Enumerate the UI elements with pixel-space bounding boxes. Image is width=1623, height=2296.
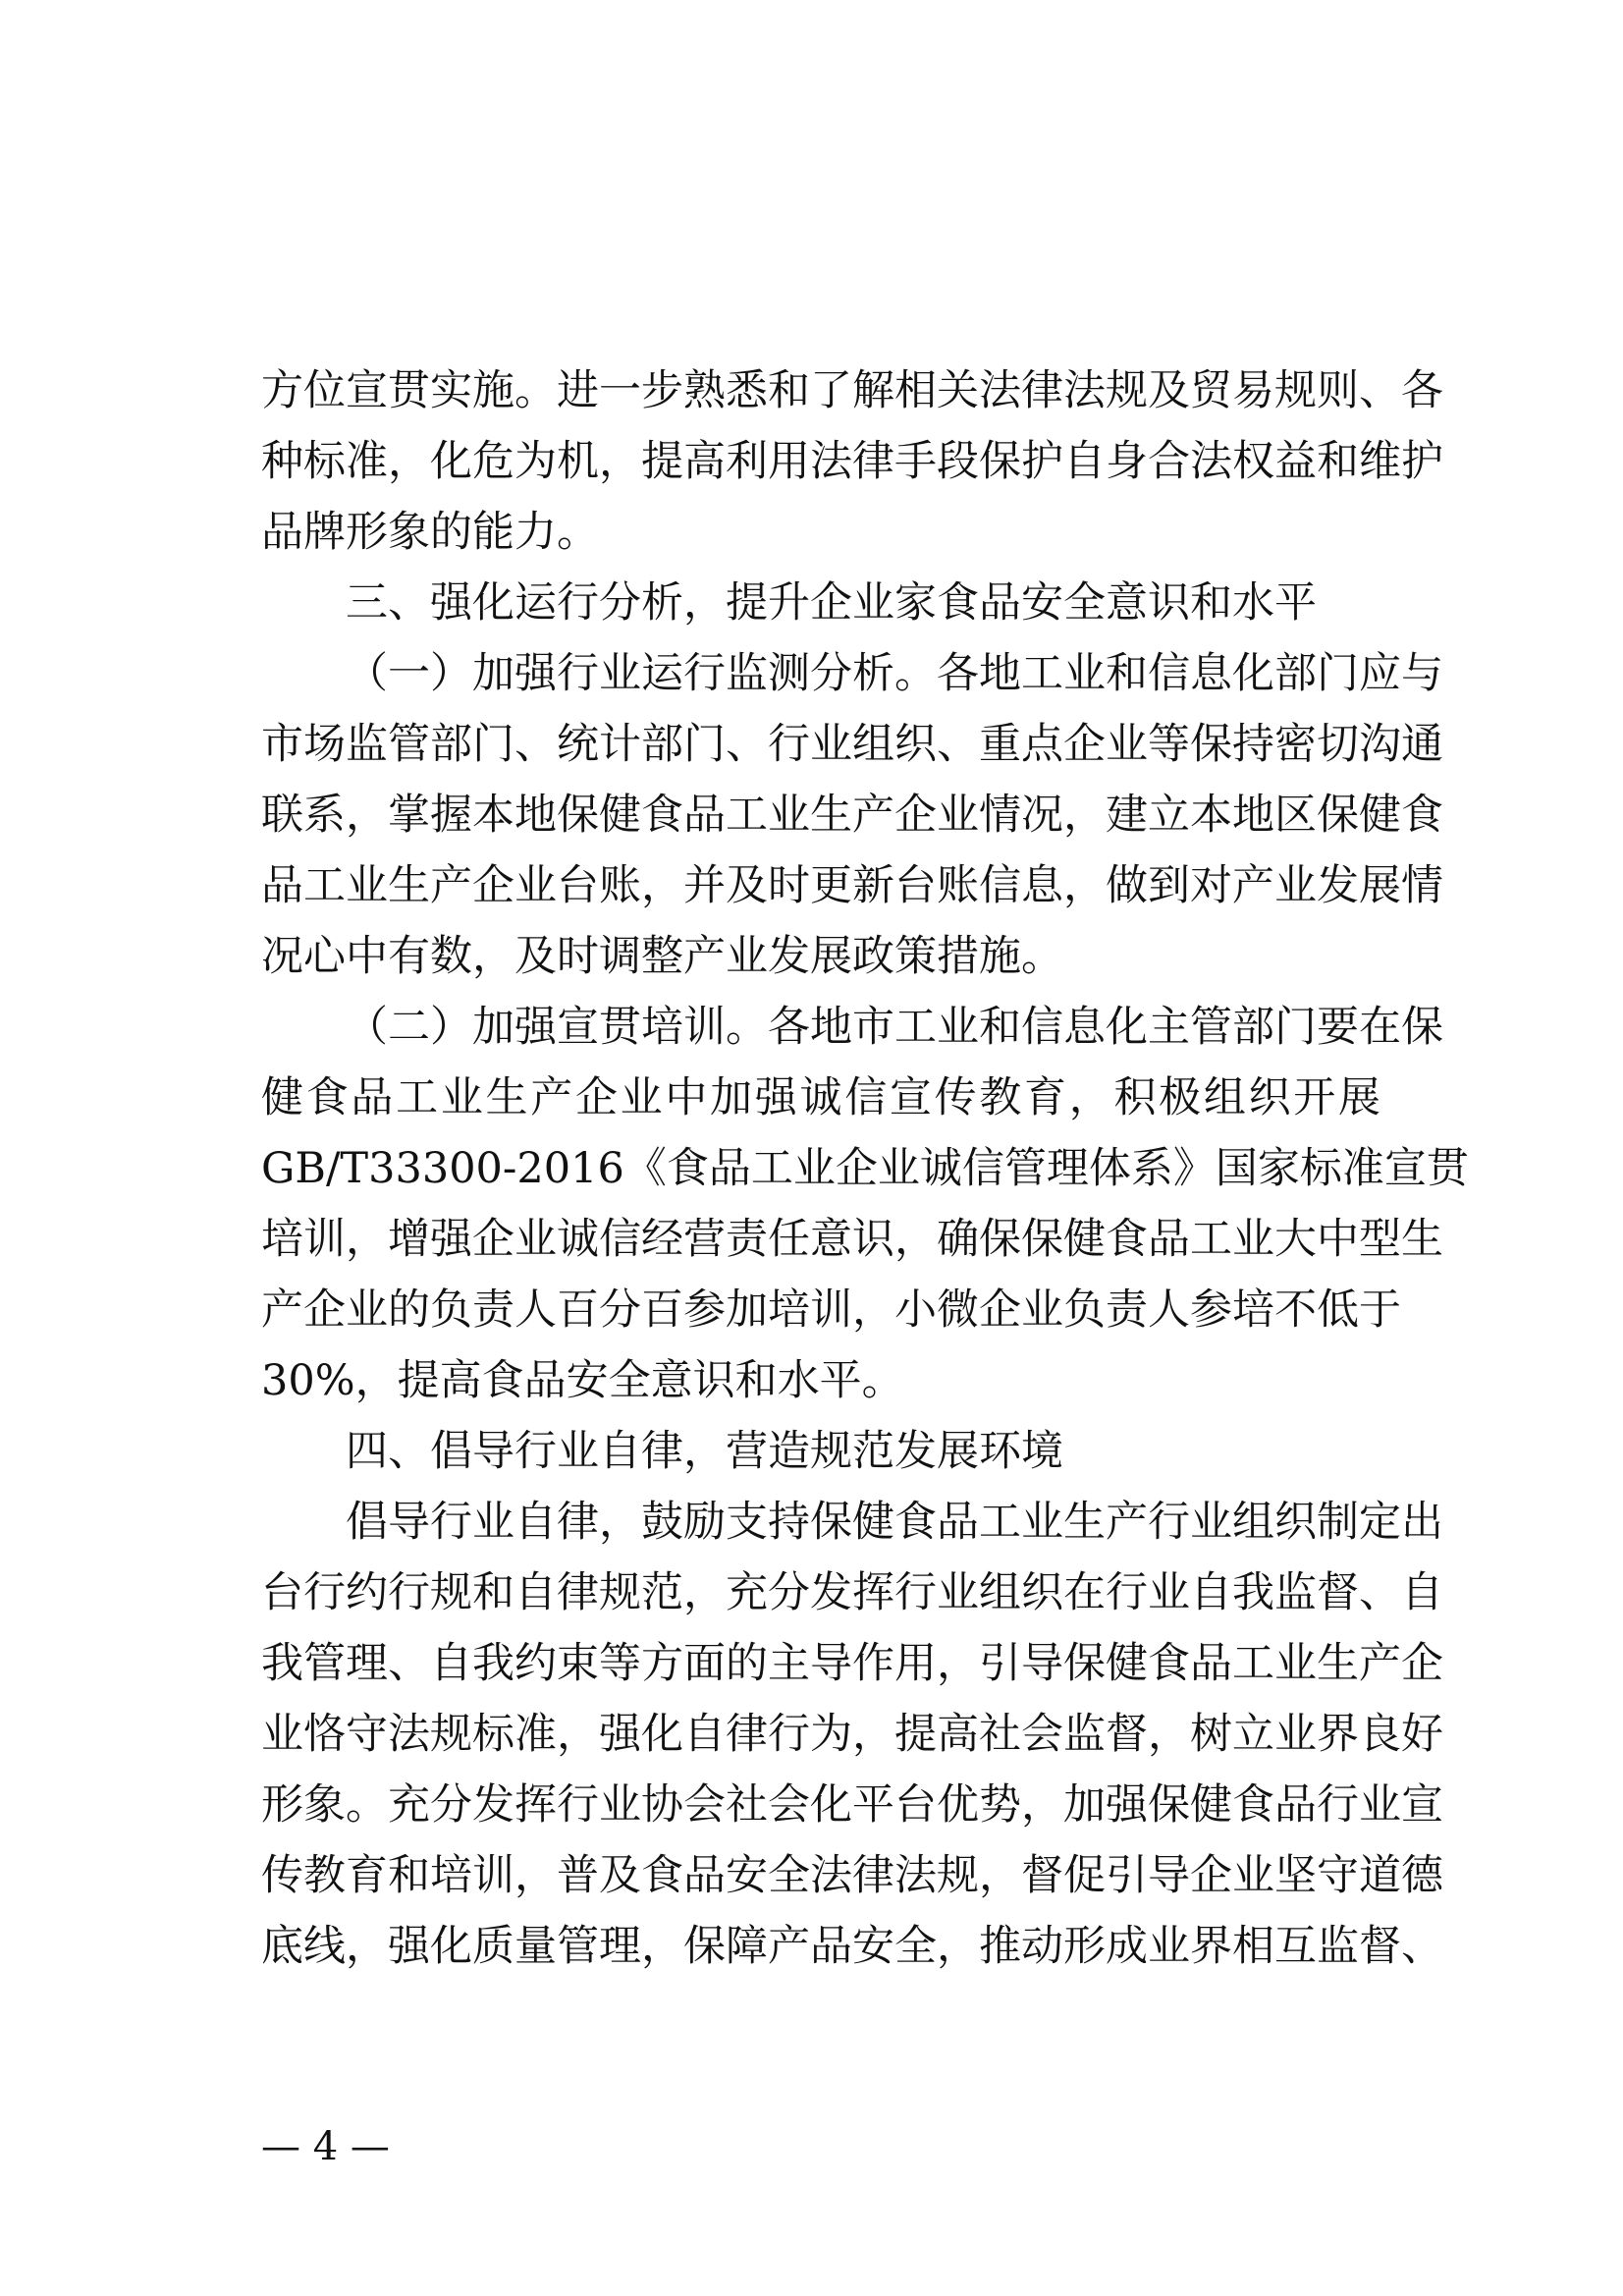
paragraph-line: 市场监管部门、统计部门、行业组织、重点企业等保持密切沟通 bbox=[261, 720, 1443, 769]
paragraph-line: （二）加强宣贯培训。各地市工业和信息化主管部门要在保 bbox=[346, 1003, 1443, 1052]
paragraph-line: 方位宣贯实施。进一步熟悉和了解相关法律法规及贸易规则、各 bbox=[261, 366, 1443, 415]
paragraph-line: 我管理、自我约束等方面的主导作用，引导保健食品工业生产企 bbox=[261, 1639, 1443, 1688]
paragraph-line: 台行约行规和自律规范，充分发挥行业组织在行业自我监督、自 bbox=[261, 1568, 1443, 1617]
paragraph-line: 联系，掌握本地保健食品工业生产企业情况，建立本地区保健食 bbox=[261, 791, 1443, 840]
paragraph-line: （一）加强行业运行监测分析。各地工业和信息化部门应与 bbox=[346, 649, 1443, 698]
paragraph-line: 传教育和培训，普及食品安全法律法规，督促引导企业坚守道德 bbox=[261, 1851, 1443, 1900]
paragraph-line: 产企业的负责人百分百参加培训，小微企业负责人参培不低于 bbox=[261, 1285, 1401, 1335]
paragraph-line: 品工业生产企业台账，并及时更新台账信息，做到对产业发展情 bbox=[261, 861, 1443, 910]
paragraph-line: 30%，提高食品安全意识和水平。 bbox=[261, 1356, 904, 1405]
paragraph-line: 品牌形象的能力。 bbox=[261, 508, 599, 557]
paragraph-line: 底线，强化质量管理，保障产品安全，推动形成业界相互监督、 bbox=[261, 1922, 1443, 1971]
paragraph-line: 倡导行业自律，鼓励支持保健食品工业生产行业组织制定出 bbox=[346, 1498, 1443, 1547]
section-heading: 四、倡导行业自律，营造规范发展环境 bbox=[346, 1427, 1063, 1476]
paragraph-line: 种标准，化危为机，提高利用法律手段保护自身合法权益和维护 bbox=[261, 437, 1443, 486]
page-number: — 4 — bbox=[261, 2124, 390, 2169]
section-heading: 三、强化运行分析，提升企业家食品安全意识和水平 bbox=[346, 578, 1317, 628]
paragraph-line: 健食品工业生产企业中加强诚信宣传教育，积极组织开展 bbox=[261, 1073, 1380, 1122]
paragraph-line: 业恪守法规标准，强化自律行为，提高社会监督，树立业界良好 bbox=[261, 1710, 1443, 1759]
paragraph-line: 培训，增强企业诚信经营责任意识，确保保健食品工业大中型生 bbox=[261, 1215, 1443, 1264]
paragraph-line: GB/T33300-2016《食品工业企业诚信管理体系》国家标准宣贯 bbox=[261, 1144, 1469, 1193]
paragraph-line: 况心中有数，及时调整产业发展政策措施。 bbox=[261, 932, 1063, 981]
paragraph-line: 形象。充分发挥行业协会社会化平台优势，加强保健食品行业宣 bbox=[261, 1780, 1443, 1830]
